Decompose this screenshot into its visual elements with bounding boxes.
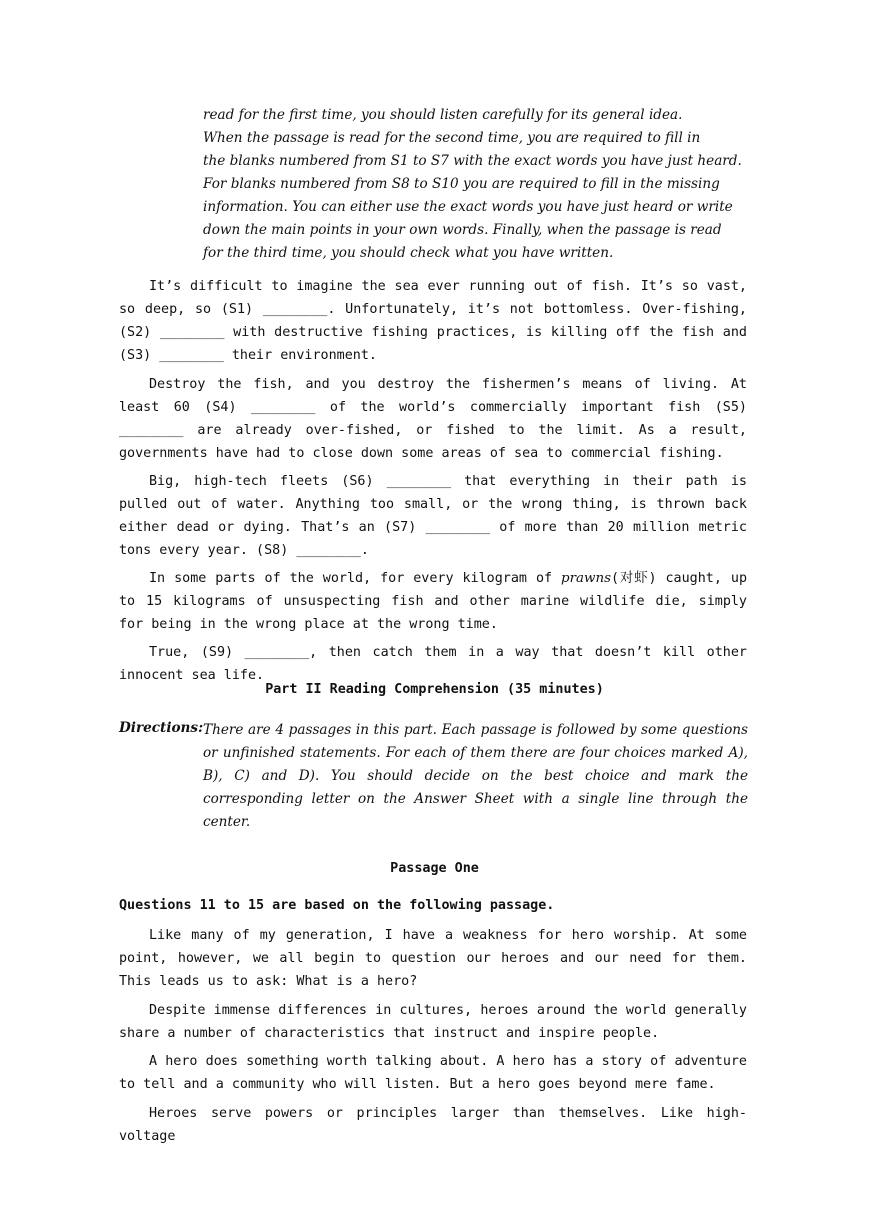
paragraph-text: In some parts of the world, for every kilogram of: [149, 571, 562, 586]
instruction-line: For blanks numbered from S8 to S10 you are required to fill in the missing: [203, 176, 720, 192]
directions-label: Directions:: [119, 720, 204, 736]
italic-term: prawns: [561, 571, 611, 586]
paragraph: Big, high-tech fleets (S6) ________ that everything in their path is pulled out of water. Anything too small, or the wrong thing, is thrown back either dead or dying. That’s an (S7) ________ of more than 20 million metric tons every year. (S8) ________.: [119, 474, 747, 558]
instruction-line: down the main points in your own words. Finally, when the passage is read: [203, 222, 722, 238]
paragraph: Heroes serve powers or principles larger than themselves. Like high-voltage: [119, 1106, 747, 1144]
instruction-line: read for the first time, you should listen carefully for its general idea.: [203, 107, 683, 123]
dictation-passage: [119, 275, 747, 687]
paragraph: It’s difficult to imagine the sea ever running out of fish. It’s so vast, so deep, so (S1) ________. Unfortunately, it’s not bottomless. Over-fishing, (S2) ________ with destructive fishing practices, is killing off the fish and (S3) ________ their environment.: [119, 279, 747, 363]
instruction-line: When the passage is read for the second time, you are required to fill in: [203, 130, 701, 146]
directions-text: There are 4 passages in this part. Each passage is followed by some questions or unfinished statements. For each of them there are four choices marked A), B), C) and D). You should decide on the best choice and mark the corresponding letter on the Answer Sheet with a single line through the center.: [203, 722, 748, 830]
section-instructions: [203, 104, 748, 265]
instruction-line: information. You can either use the exact words you have just heard or write: [203, 199, 733, 215]
questions-line: Questions 11 to 15 are based on the following passage.: [119, 898, 555, 913]
section-heading: Part II Reading Comprehension (35 minutes): [265, 682, 604, 697]
paragraph: True, (S9) ________, then catch them in a way that doesn’t kill other innocent sea life.: [119, 645, 747, 683]
paragraph: Destroy the fish, and you destroy the fishermen’s means of living. At least 60 (S4) ________ of the world’s commercially important fish (S5) ________ are already over-fished, or fished to the limit. As a result, governments have had to close down some areas of sea to commercial fishing.: [119, 377, 747, 461]
paragraph: Like many of my generation, I have a weakness for hero worship. At some point, however, we all begin to question our heroes and our need for them. This leads us to ask: What is a hero?: [119, 928, 747, 989]
paragraph-text: (对虾) caught, up to 15 kilograms of unsuspecting fish and other marine wildlife die, simply for being in the wrong place at the wrong time.: [119, 571, 748, 632]
passage-heading: Passage One: [390, 861, 479, 876]
instruction-line: for the third time, you should check what you have written.: [203, 245, 614, 261]
paragraph: A hero does something worth talking about. A hero has a story of adventure to tell and a community who will listen. But a hero goes beyond mere fame.: [119, 1054, 747, 1092]
instruction-line: the blanks numbered from S1 to S7 with the exact words you have just heard.: [203, 153, 742, 169]
paragraph: Despite immense differences in cultures, heroes around the world generally share a number of characteristics that instruct and inspire people.: [119, 1003, 747, 1041]
passage-one-body: [119, 924, 747, 1148]
paragraph: [119, 567, 747, 636]
